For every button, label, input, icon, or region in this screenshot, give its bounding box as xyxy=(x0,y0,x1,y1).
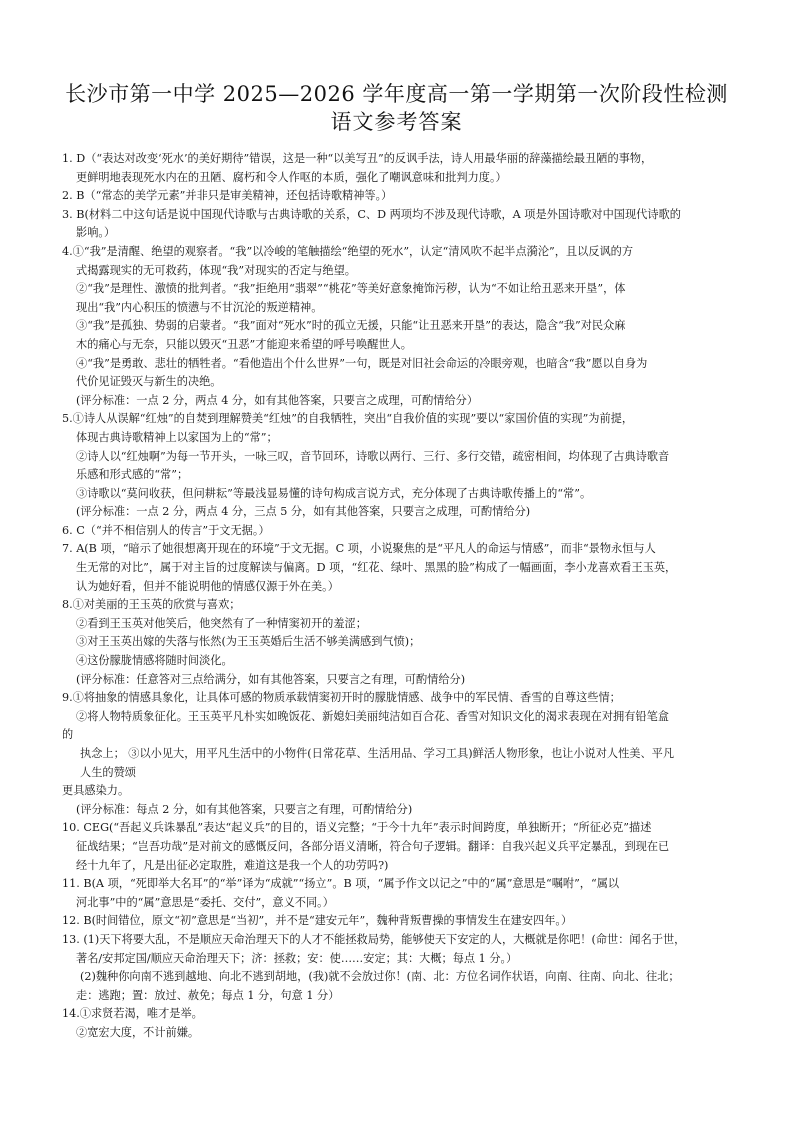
answer-line: ③对王玉英出嫁的失落与怅然(为王玉英婚后生活不够美满感到气愤)； xyxy=(76,635,421,649)
answer-line: 河北事”中的“属”意思是“委托、交付”，意义不同。） xyxy=(76,895,334,909)
answer-line: 5.①诗人从误解“红烛”的自焚到理解赞美“红烛”的自我牺牲，突出“自我价值的实现”要以“家国价值的实现”为前提， xyxy=(62,412,634,426)
answer-line: 木的痛心与无奈，只能以毁灭“丑恶”才能迎来希望的呼号唤醒世人。 xyxy=(76,337,412,351)
answer-line: 4.①“我”是清醒、绝望的观察者。“我”以冷峻的笔触描绘“绝望的死水”，认定“清风吹不起半点漪沦”，且以反讽的方 xyxy=(62,244,634,258)
answer-line: (评分标准：任意答对三点给满分，如有其他答案，只要言之有理，可酌情给分) xyxy=(76,672,466,686)
answer-line: 12. B(时间错位，原文“初”意思是“当初”，并不是“建安元年”，魏种背叛曹操的事情发生在建安四年。） xyxy=(62,914,573,928)
answer-line: 经十九年了，凡是出征必定取胜，难道这是我一个人的功劳吗?) xyxy=(76,858,389,872)
answer-line: ③诗歌以“莫问收获，但问耕耘”等最浅显易懂的诗句构成言说方式，充分体现了古典诗歌传播上的“常”。 xyxy=(76,486,592,500)
answer-line: 生无常的对比”，属于对主旨的过度解读与偏离。D 项，“红花、绿叶、黑黑的脸”构成了一幅画面，李小龙喜欢看王玉英， xyxy=(76,561,677,575)
answer-line: 6. C（“并不相信别人的传言”于文无据。） xyxy=(62,523,270,537)
answer-line: ②将人物特质象征化。王玉英平凡朴实如晚饭花、新媳妇美丽纯洁如百合花、香雪对知识文化的渴求表现在对拥有铅笔盒 xyxy=(76,709,669,723)
answer-line: ③“我”是孤独、势弱的启蒙者。“我”面对“死水”时的孤立无援，只能“让丑恶来开垦”的表达，隐含“我”对民众麻 xyxy=(76,319,626,333)
answer-line: 式揭露现实的无可救药，体现“我”对现实的否定与绝望。 xyxy=(76,263,356,277)
answer-line: ②诗人以“红烛啊”为每一节开头，一咏三叹，音节回环，诗歌以两行、三行、多行交错，疏密相间，均体现了古典诗歌音 xyxy=(76,449,670,463)
answer-line: ④这份朦胧情感将随时间淡化。 xyxy=(76,654,233,668)
answer-line: (评分标准：一点 2 分，两点 4 分，三点 5 分，如有其他答案，只要言之成理，可酌情给分) xyxy=(76,505,531,519)
answer-body xyxy=(62,150,736,1043)
answer-line: 的 xyxy=(62,728,74,742)
answer-line: 11. B(A 项，“死即举大名耳”的“举”译为“成就”“扬立”。B 项，“属予作文以记之”中的“属”意思是“嘱咐”，“属以 xyxy=(62,877,620,891)
answer-line: 9.①将抽象的情感具象化，让具体可感的物质承载情窦初开时的朦胧情感、战争中的军民情、香雪的自尊这些情； xyxy=(62,691,621,705)
answer-line: 13. (1)天下将要大乱，不是顺应天命治理天下的人才不能拯救局势，能够使天下安定的人，大概就是你吧！(命世：闻名于世， xyxy=(62,932,686,946)
answer-line: 征战结果；“岂吾功哉”是对前文的感慨反问，各部分语义清晰，符合句子逻辑。翻译：自我兴起义兵平定暴乱，到现在已 xyxy=(76,839,670,853)
answer-line: 执念上； ③以小见大，用平凡生活中的小物件(日常花草、生活用品、学习工具)鲜活人物形象，也让小说对人性美、平凡 xyxy=(80,747,675,760)
answer-line: 体现古典诗歌精神上以家国为上的“常”； xyxy=(76,430,278,444)
answer-line: 现出“我”内心积压的愤懑与不甘沉沦的叛逆精神。 xyxy=(76,300,323,314)
answer-line: 7. A(B 项，“暗示了她很想离开现在的环境”于文无据。C 项，小说聚焦的是“平凡人的命运与情感”，而非“景物永恒与人 xyxy=(62,542,656,556)
answer-line: 更鲜明地表现死水内在的丑陋、腐朽和令人作呕的本质，强化了嘲讽意味和批判力度。） xyxy=(76,170,507,184)
answer-line: 2. B（“常态的美学元素”并非只是审美精神，还包括诗歌精神等。） xyxy=(62,189,393,203)
answer-line: ④“我”是勇敢、悲壮的牺牲者。“看他造出个什么世界”一句，既是对旧社会命运的冷眼旁观，也暗含“我”愿以自身为 xyxy=(76,356,648,370)
answer-line: (2)魏种你向南不逃到越地、向北不逃到胡地，(我)就不会放过你！(南、北：方位名词作状语，向南、往南、向北、往北； xyxy=(80,970,680,984)
answer-line: 更具感染力。 xyxy=(62,784,130,798)
answer-line: 8.①对美丽的王玉英的欣赏与喜欢； xyxy=(62,598,241,612)
answer-line: ②“我”是理性、激愤的批判者。“我”拒绝用“翡翠”“桃花”等美好意象掩饰污秽，认为“不如让给丑恶来开垦”，体 xyxy=(76,282,626,296)
answer-line: 代价见证毁灭与新生的决绝。 xyxy=(76,375,222,389)
answer-line: ②看到王玉英对他笑后，他突然有了一种情窦初开的羞涩； xyxy=(76,616,367,630)
answer-line: 3. B(材料二中这句话是说中国现代诗歌与古典诗歌的关系，C、D 两项均不涉及现代诗歌，A 项是外国诗歌对中国现代诗歌的 xyxy=(62,207,681,221)
answer-line: (评分标准：每点 2 分，如有其他答案，只要言之有理，可酌情给分) xyxy=(76,802,413,816)
document-title: 长沙市第一中学 2025—2026 学年度高一第一学期第一次阶段性检测 xyxy=(65,82,728,106)
answer-line: 乐感和形式感的“常”； xyxy=(76,468,189,482)
answer-line: 10. CEG(“吾起义兵诛暴乱”表达“起义兵”的目的，语义完整；“于今十九年”表示时间跨度，单独断开；“所征必克”描述 xyxy=(62,821,652,835)
answer-line: (评分标准：一点 2 分，两点 4 分，如有其他答案，只要言之成理，可酌情给分） xyxy=(76,393,479,407)
answer-line: 走：逃跑；置：放过、赦免；每点 1 分，句意 1 分） xyxy=(76,988,340,1002)
answer-line: 人生的赞颂 xyxy=(80,765,136,779)
answer-line: 著名/安邦定国/顺应天命治理天下；济：拯救；安：使……安定；其：大概；每点 1 分。） xyxy=(76,951,518,965)
answer-line: 认为她好看，但并不能说明他的情感仅源于外在美。） xyxy=(76,579,339,593)
answer-line: 14.①求贤若渴，唯才是举。 xyxy=(62,1007,203,1021)
answer-line: 影响。） xyxy=(76,226,116,240)
document-subtitle: 语文参考答案 xyxy=(330,110,463,134)
answer-line: 1. D（“表达对改变‘死水’的美好期待”错误，这是一种“以美写丑”的反讽手法，诗人用最华丽的辞藻描绘最丑陋的事物， xyxy=(62,152,653,165)
answer-line: ②宽宏大度，不计前嫌。 xyxy=(76,1025,200,1039)
